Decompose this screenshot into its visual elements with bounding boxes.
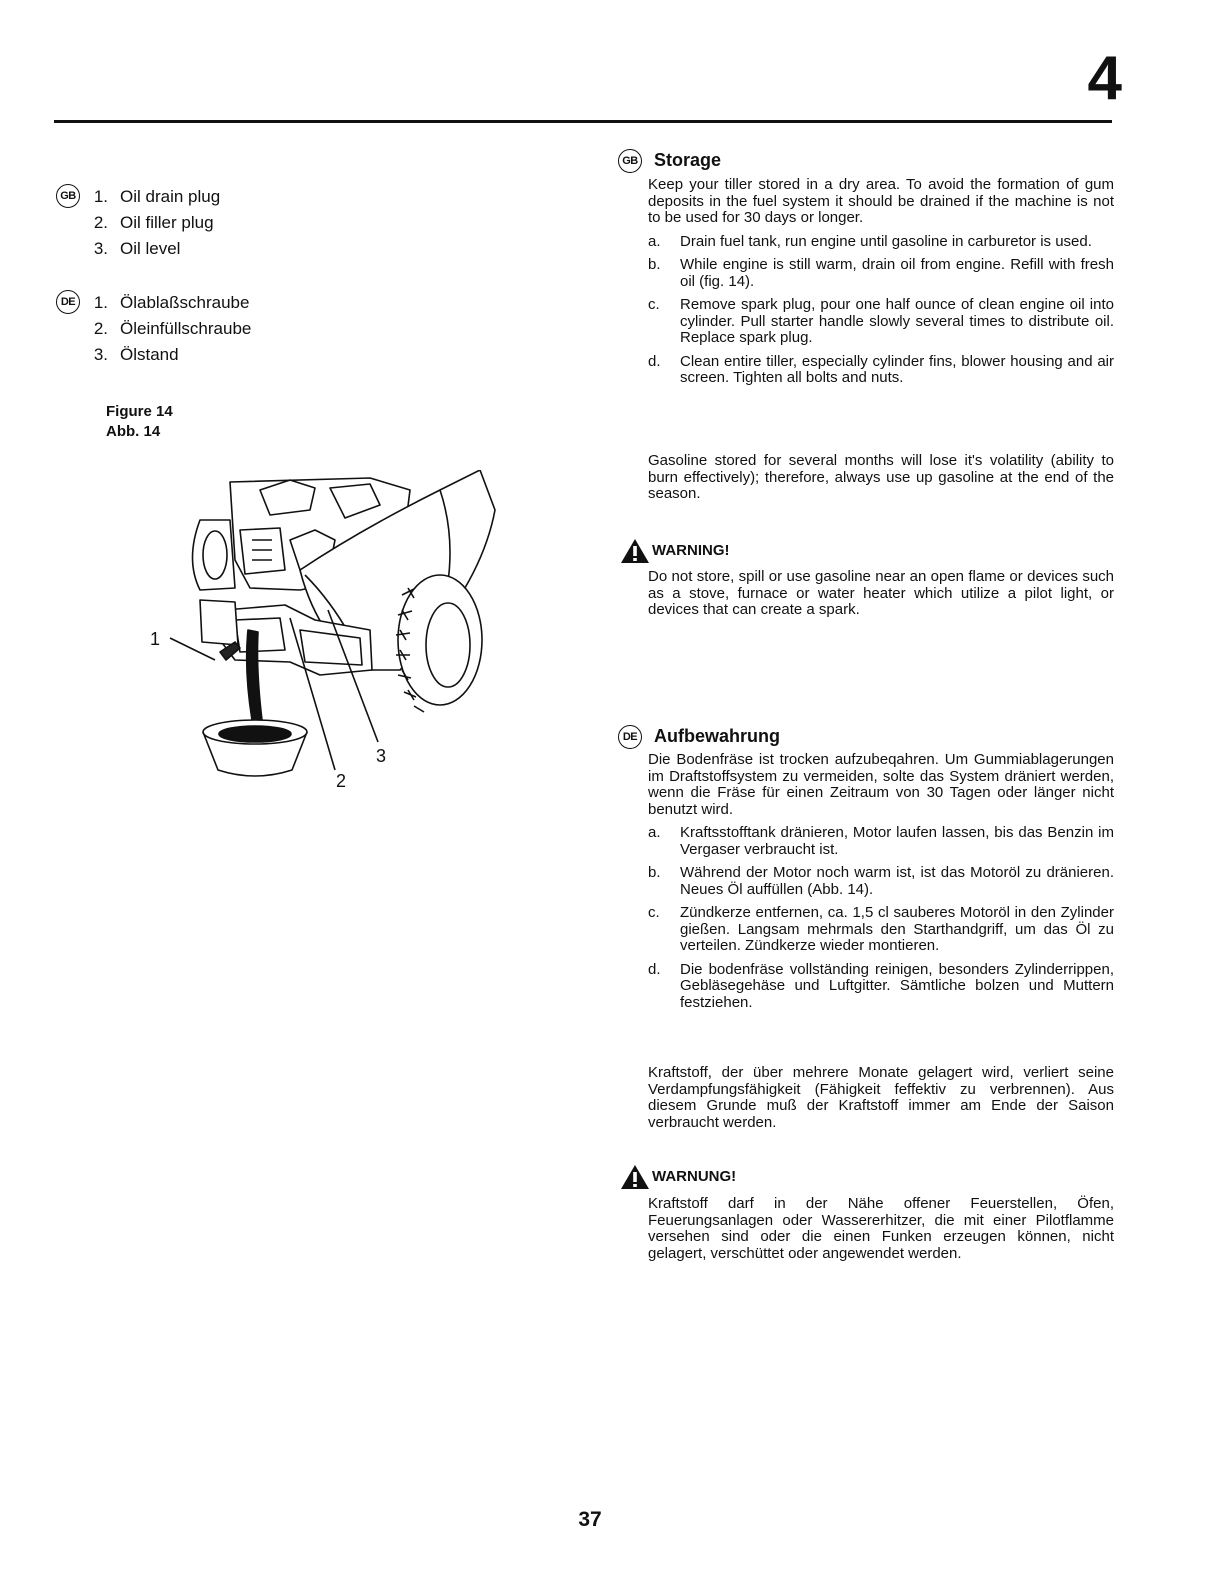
step-text: Während der Motor noch warm ist, ist das Motoröl zu dränieren. Neues Öl auffüllen (Abb. 14). (680, 864, 1114, 898)
figure-caption-en: Figure 14 (106, 403, 173, 420)
legend-item-number: 3. (93, 239, 108, 258)
step-label: b. (648, 256, 661, 273)
steps-list (648, 232, 1114, 387)
section-title: Storage (654, 150, 722, 170)
legend-gb-item (56, 236, 356, 262)
section-number: 4 (1087, 44, 1122, 113)
de-badge-icon: DE (56, 290, 80, 314)
step-item (648, 232, 1114, 251)
step-text: Drain fuel tank, run engine until gasoline in carburetor is used. (680, 232, 1092, 250)
legend-de-item (56, 316, 356, 342)
step-label: b. (648, 864, 661, 881)
section-title: Aufbewahrung (654, 726, 780, 746)
figure-caption (106, 402, 173, 442)
warning-heading-en (620, 538, 730, 564)
step-label: d. (648, 352, 661, 370)
storage-heading-en (618, 148, 721, 173)
de-badge-icon: DE (618, 725, 642, 749)
warning-icon (620, 1164, 650, 1190)
legend-gb-item (56, 210, 356, 236)
warning-title: WARNUNG! (652, 1167, 737, 1185)
step-item (648, 296, 1114, 347)
legend-item-number: 3. (93, 345, 108, 364)
step-item (648, 904, 1114, 955)
legend-item-text: Öleinfüllschraube (120, 319, 252, 338)
step-label: c. (648, 296, 660, 313)
steps-list (648, 824, 1114, 1011)
figure-callout: 2 (336, 771, 347, 791)
legend-de (56, 290, 356, 368)
step-item (648, 256, 1114, 290)
legend-item-number: 2. (93, 319, 108, 338)
figure-callout: 1 (150, 629, 161, 649)
step-item (648, 960, 1114, 1012)
step-text: Zündkerze entfernen, ca. 1,5 cl sauberes Motoröl in den Zylinder gießen. Langsam mehrmals den Starthandgriff, um das Öl zu verteilen. Zündkerze wieder montieren. (680, 904, 1114, 954)
step-text: Remove spark plug, pour one half ounce of clean engine oil into cylinder. Pull starter handle slowly several times to distribute oil. Replace spark plug. (680, 296, 1114, 346)
warning-title: WARNING! (652, 541, 730, 559)
figure-caption-de: Abb. 14 (106, 423, 161, 440)
step-label: a. (648, 232, 661, 250)
gb-badge-icon: GB (618, 149, 642, 173)
legend-item-number: 1. (93, 293, 108, 312)
legend-item-text: Oil filler plug (120, 213, 214, 232)
step-item (648, 824, 1114, 858)
gasoline-note-en: Gasoline stored for several months will lose it's volatility (ability to burn effectively); therefore, always use up gasoline at the end of the season. (648, 452, 1114, 502)
legend-gb-item (56, 184, 356, 210)
legend-item-number: 2. (93, 213, 108, 232)
step-label: c. (648, 904, 660, 921)
step-text: Clean entire tiller, especially cylinder fins, blower housing and air screen. Tighten all bolts and nuts. (680, 352, 1114, 386)
legend-item-text: Ölstand (120, 345, 179, 364)
legend-item-text: Ölablaßschraube (120, 293, 250, 312)
intro-paragraph: Keep your tiller stored in a dry area. To avoid the formation of gum deposits in the fuel system it should be drained if the machine is not to be used for 30 days or longer. (648, 176, 1114, 226)
gasoline-note-de: Kraftstoff, der über mehrere Monate gelagert wird, verliert seine Verdampfungsfähigkeit (Fähigkeit feffektiv zu verbrennen). Aus diesem Grunde muß der Kraftstoff immer am Ende der Saison verbraucht werden. (648, 1064, 1114, 1131)
warning-heading-de (620, 1164, 736, 1190)
step-text: Kraftsstofftank dränieren, Motor laufen lassen, bis das Benzin im Vergaser verbraucht ist. (680, 824, 1114, 858)
storage-heading-de (618, 724, 780, 749)
legend-gb (56, 184, 356, 262)
gb-badge-icon: GB (56, 184, 80, 208)
step-label: d. (648, 960, 661, 978)
legend-item-text: Oil level (120, 239, 181, 258)
legend-item-text: Oil drain plug (120, 187, 221, 206)
figure-callout: 3 (376, 746, 387, 766)
step-item (648, 864, 1114, 898)
intro-paragraph: Die Bodenfräse ist trocken aufzubeqahren. Um Gummiablagerungen im Draftstoffsystem zu vermeiden, solte das System dräniert werden, wenn die Fräse für einen Zeitraum von 30 Tagen oder länger nicht benutzt wird. (648, 751, 1114, 818)
legend-item-number: 1. (93, 187, 108, 206)
step-text: While engine is still warm, drain oil from engine. Refill with fresh oil (fig. 14). (680, 256, 1114, 290)
storage-body-en (648, 177, 1114, 387)
storage-body-de (648, 752, 1114, 1011)
step-label: a. (648, 824, 661, 841)
warning-icon (620, 538, 650, 564)
figure-14-illustration (140, 470, 500, 810)
page-number: 37 (578, 1508, 602, 1531)
legend-de-item (56, 290, 356, 316)
header-rule (54, 120, 1112, 123)
step-text: Die bodenfräse vollständing reinigen, besonders Zylinderrippen, Gebläsegehäse und Luftgitter. Sämtliche bolzen und Muttern festziehen. (680, 960, 1114, 1011)
legend-de-item (56, 342, 356, 368)
warning-text-de: Kraftstoff darf in der Nähe offener Feuerstellen, Öfen, Feuerungsanlagen oder Wassererhitzer, die mit einer Pilotflamme versehen sind oder die einen Funken erzeugen können, nicht gelagert, verschüttet oder angewendet werden. (648, 1195, 1114, 1262)
warning-text-en: Do not store, spill or use gasoline near an open flame or devices such as a stove, furnace or water heater which utilize a pilot light, or devices that can create a spark. (648, 568, 1114, 618)
step-item (648, 352, 1114, 387)
